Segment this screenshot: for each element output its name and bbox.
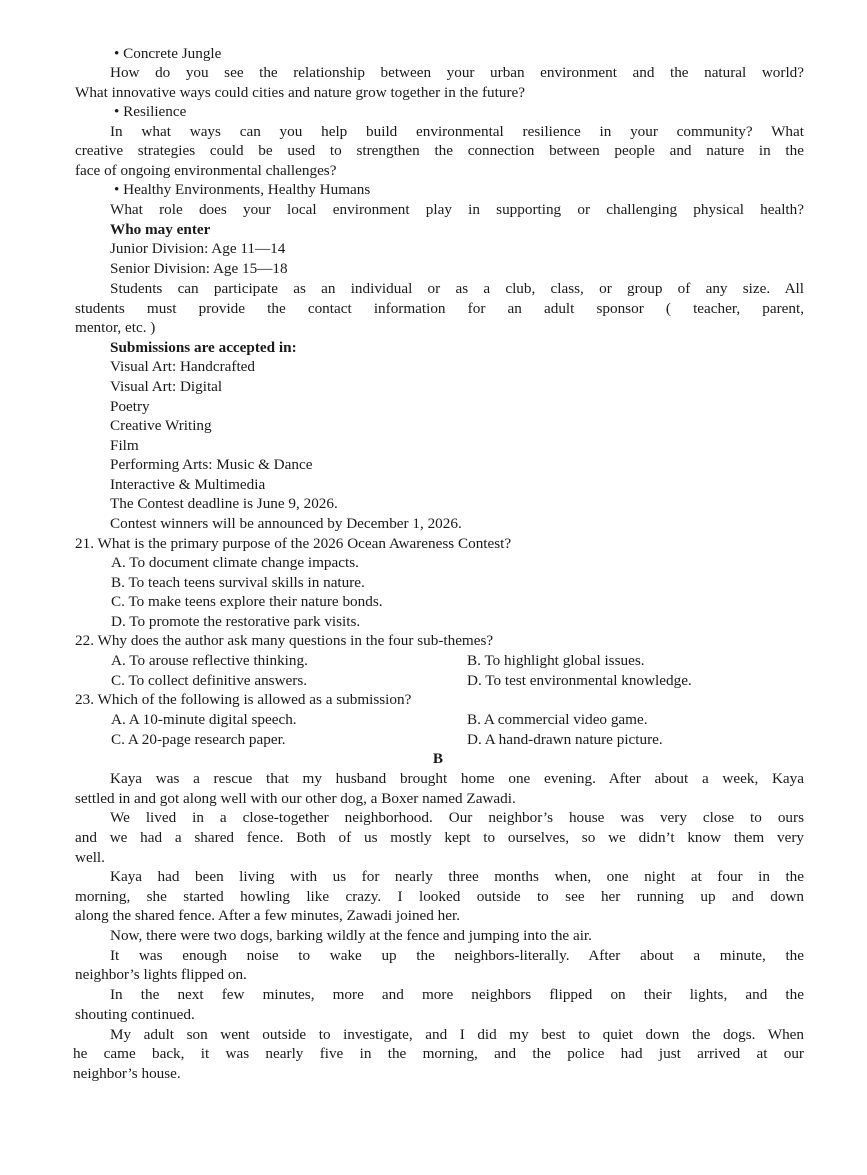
subtheme-question: How do you see the relationship between your urban environment and the natural world? (110, 64, 804, 81)
contest-winners: Contest winners will be announced by December 1, 2026. (110, 515, 462, 532)
eligibility-text: Students can participate as an individual or as a club, class, or group of any size. All (110, 280, 804, 297)
passage-line: along the shared fence. After a few minutes, Zawadi joined her. (75, 907, 461, 924)
who-may-enter-heading: Who may enter (110, 221, 211, 238)
question-21-stem: 21. What is the primary purpose of the 2026 Ocean Awareness Contest? (75, 535, 512, 552)
section-b-label: B (432, 750, 444, 767)
passage-line: neighbor’s lights flipped on. (75, 966, 247, 983)
question-option: C. To collect definitive answers. (111, 672, 308, 689)
question-option: A. To document climate change impacts. (111, 554, 359, 571)
subtheme-question: What innovative ways could cities and nature grow together in the future? (75, 84, 525, 101)
passage-line: It was enough noise to wake up the neighbors-literally. After about a minute, the (110, 947, 804, 964)
passage-line: Kaya was a rescue that my husband brought home one evening. After about a week, Kaya (110, 770, 804, 787)
subtheme-question: face of ongoing environmental challenges? (75, 162, 337, 179)
passage-line: We lived in a close-together neighborhood. Our neighbor’s house was very close to ours (110, 809, 804, 826)
passage-line: Now, there were two dogs, barking wildly at the fence and jumping into the air. (110, 927, 592, 944)
subtheme-question: What role does your local environment play in supporting or challenging physical health? (110, 201, 804, 218)
submission-category: Performing Arts: Music & Dance (110, 456, 313, 473)
passage-line: Kaya had been living with us for nearly three months when, one night at four in the (110, 868, 804, 885)
submission-category: Interactive & Multimedia (110, 476, 266, 493)
submission-category: Film (110, 437, 139, 454)
question-option: A. To arouse reflective thinking. (111, 652, 308, 669)
submissions-heading: Submissions are accepted in: (110, 339, 297, 356)
question-option: D. A hand-drawn nature picture. (467, 731, 663, 748)
question-option: C. A 20-page research paper. (111, 731, 286, 748)
subtheme-title-healthy-environments: • Healthy Environments, Healthy Humans (114, 181, 371, 198)
passage-line: and we had a shared fence. Both of us mostly kept to ourselves, so we didn’t know them very (75, 829, 804, 846)
submission-category: Poetry (110, 398, 150, 415)
question-option: D. To promote the restorative park visits. (111, 613, 361, 630)
contest-deadline: The Contest deadline is June 9, 2026. (110, 495, 338, 512)
passage-line: neighbor’s house. (73, 1065, 181, 1082)
question-option: D. To test environmental knowledge. (467, 672, 692, 689)
question-option: A. A 10-minute digital speech. (111, 711, 297, 728)
passage-line: settled in and got along well with our other dog, a Boxer named Zawadi. (75, 790, 516, 807)
question-option: B. To teach teens survival skills in nature. (111, 574, 365, 591)
question-option: B. A commercial video game. (467, 711, 648, 728)
question-23-stem: 23. Which of the following is allowed as a submission? (75, 691, 412, 708)
senior-division: Senior Division: Age 15—18 (110, 260, 288, 277)
passage-line: morning, she started howling like crazy. I looked outside to see her running up and down (75, 888, 804, 905)
passage-line: well. (75, 849, 105, 866)
junior-division: Junior Division: Age 11—14 (110, 240, 286, 257)
question-option: B. To highlight global issues. (467, 652, 645, 669)
passage-line: In the next few minutes, more and more neighbors flipped on their lights, and the (110, 986, 804, 1003)
subtheme-title-concrete-jungle: • Concrete Jungle (114, 45, 222, 62)
question-22-stem: 22. Why does the author ask many questions in the four sub-themes? (75, 632, 494, 649)
eligibility-text: students must provide the contact information for an adult sponsor ( teacher, parent, (75, 300, 804, 317)
submission-category: Visual Art: Handcrafted (110, 358, 256, 375)
passage-line: he came back, it was nearly five in the morning, and the police had just arrived at our (73, 1045, 804, 1062)
subtheme-question: In what ways can you help build environmental resilience in your community? What (110, 123, 804, 140)
submission-category: Visual Art: Digital (110, 378, 223, 395)
submission-category: Creative Writing (110, 417, 212, 434)
subtheme-question: creative strategies could be used to strengthen the connection between people and nature in the (75, 142, 804, 159)
subtheme-title-resilience: • Resilience (114, 103, 187, 120)
question-option: C. To make teens explore their nature bonds. (111, 593, 383, 610)
eligibility-text: mentor, etc. ) (75, 319, 156, 336)
passage-line: My adult son went outside to investigate, and I did my best to quiet down the dogs. When (110, 1026, 804, 1043)
passage-line: shouting continued. (75, 1006, 195, 1023)
